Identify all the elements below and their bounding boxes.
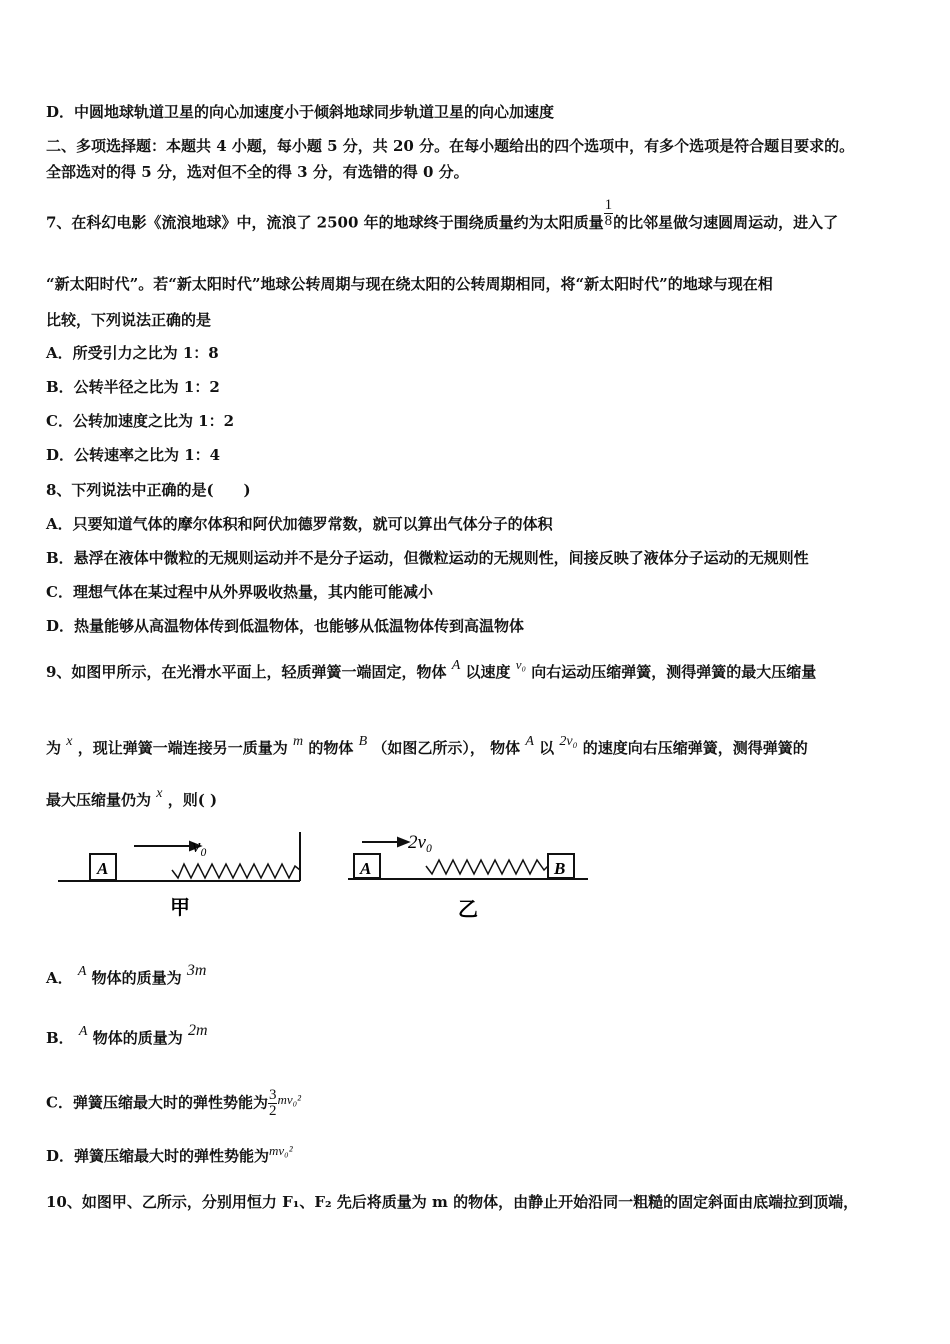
q9-opt-d-expr: mv₀² [269, 1143, 293, 1158]
q9-var-m: m [292, 734, 304, 749]
q9-opt-c-expr: mv₀² [277, 1091, 302, 1107]
q9-opt-b-var: A [78, 1024, 88, 1039]
q6-option-d: D．中圆地球轨道卫星的向心加速度小于倾斜地球同步轨道卫星的向心加速度 [46, 103, 555, 121]
q9-option-c [46, 1088, 301, 1119]
q9-opt-a-text: 物体的质量为 [91, 969, 182, 987]
jia-velocity-label: v₀ [192, 836, 208, 857]
q7-text-a: 7、在科幻电影《流浪地球》中，流浪了 2500 年的地球终于围绕质量约为太阳质量 [46, 213, 604, 232]
q7-option-d: D．公转速率之比为 1：4 [46, 446, 221, 464]
yi-spring [426, 860, 548, 874]
yi-caption: 乙 [458, 899, 478, 921]
q9-var-v0: v₀ [515, 657, 527, 672]
q9-text-c: 向右运动压缩弹簧，测得弹簧的最大压缩量 [531, 663, 817, 681]
yi-velocity-label: 2v₀ [408, 832, 433, 853]
q9-var-x: x [66, 734, 73, 749]
q7-stem-line1 [46, 197, 839, 239]
q9-text-e: ，现让弹簧一端连接另一质量为 [77, 739, 288, 757]
q9-text-b: 以速度 [465, 663, 511, 681]
yi-arrow-head [398, 838, 408, 846]
q9-var-x2: x [156, 786, 163, 801]
q9-opt-d-text: D．弹簧压缩最大时的弹性势能为 [46, 1147, 270, 1165]
q9-opt-b-text: 物体的质量为 [92, 1029, 183, 1047]
q7-stem-line2: “新太阳时代”。若“新太阳时代”地球公转周期与现在绕太阳的公转周期相同，将“新太阳时代”的地球与现在相 [46, 275, 773, 293]
q9-text-d: 为 [46, 739, 62, 757]
q9-opt-c-den: 2 [268, 1103, 277, 1119]
q9-opt-b-value: 2m [187, 1022, 208, 1039]
q7-option-c: C．公转加速度之比为 1：2 [46, 412, 235, 430]
q9-text-f: 的物体 [308, 739, 354, 757]
q7-frac-num: 1 [604, 197, 613, 213]
yi-block-a-label: A [360, 859, 372, 878]
q8-stem: 8、下列说法中正确的是( ) [46, 481, 251, 499]
q9-opt-a-value: 3m [186, 962, 207, 979]
q9-option-b [46, 1022, 208, 1050]
q9-text-h: 以 [539, 739, 555, 757]
section2-heading-line2: 全部选对的得 5 分，选对但不全的得 3 分，有选错的得 0 分。 [46, 163, 469, 181]
q8-option-b: B．悬浮在液体中微粒的无规则运动并不是分子运动，但微粒运动的无规则性，间接反映了液体分子运动的无规则性 [46, 549, 809, 567]
q9-opt-c-text: C．弹簧压缩最大时的弹性势能为 [46, 1093, 268, 1112]
jia-block-label: A [97, 859, 109, 878]
q8-option-a: A．只要知道气体的摩尔体积和阿伏加德罗常数，就可以算出气体分子的体积 [46, 515, 553, 533]
jia-caption: 甲 [170, 897, 190, 919]
q9-option-d [46, 1143, 293, 1167]
q10-stem: 10、如图甲、乙所示，分别用恒力 F₁、F₂ 先后将质量为 m 的物体，由静止开始沿同一粗糙的固定斜面由底端拉到顶端， [46, 1193, 859, 1211]
q7-frac-den: 8 [604, 213, 613, 229]
q8-option-d: D．热量能够从高温物体传到低温物体，也能够从低温物体传到高温物体 [46, 617, 525, 635]
figure-yi [348, 838, 588, 879]
q9-text-a: 9、如图甲所示，在光滑水平面上，轻质弹簧一端固定，物体 [46, 663, 447, 681]
q9-stem-line1 [46, 657, 817, 684]
q9-figure [50, 822, 595, 922]
q9-var-b: B [358, 734, 368, 749]
q9-option-a [46, 962, 207, 990]
q9-var-a2: A [525, 734, 534, 749]
q9-text-j: 最大压缩量仍为 [46, 791, 152, 809]
q9-opt-b-prefix: B． [46, 1029, 74, 1047]
q7-fraction [604, 198, 614, 229]
q9-text-k: ，则( ) [167, 791, 218, 809]
jia-spring [172, 864, 300, 878]
yi-block-b-label: B [554, 859, 566, 878]
q9-var-a: A [451, 658, 461, 673]
q9-opt-a-var: A [77, 964, 87, 979]
q9-stem-line2 [46, 734, 808, 760]
q7-text-b: 的比邻星做匀速圆周运动，进入了 [613, 213, 839, 232]
q9-text-g: （如图乙所示）， 物体 [372, 739, 521, 757]
q9-stem-line3 [46, 786, 218, 812]
q9-opt-c-num: 3 [268, 1087, 277, 1103]
q7-option-a: A．所受引力之比为 1：8 [46, 344, 219, 362]
figure-jia [58, 832, 300, 881]
q9-text-i: 的速度向右压缩弹簧，测得弹簧的 [582, 739, 808, 757]
q8-option-c: C．理想气体在某过程中从外界吸收热量，其内能可能减小 [46, 583, 433, 601]
q9-var-2v0: 2v₀ [559, 734, 578, 749]
section2-heading-line1: 二、多项选择题：本题共 4 小题，每小题 5 分，共 20 分。在每小题给出的四个选项中，有多个选项是符合题目要求的。 [46, 137, 855, 155]
q9-opt-a-prefix: A． [46, 969, 73, 987]
q7-stem-line3: 比较，下列说法正确的是 [46, 311, 212, 329]
q7-option-b: B．公转半径之比为 1：2 [46, 378, 220, 396]
